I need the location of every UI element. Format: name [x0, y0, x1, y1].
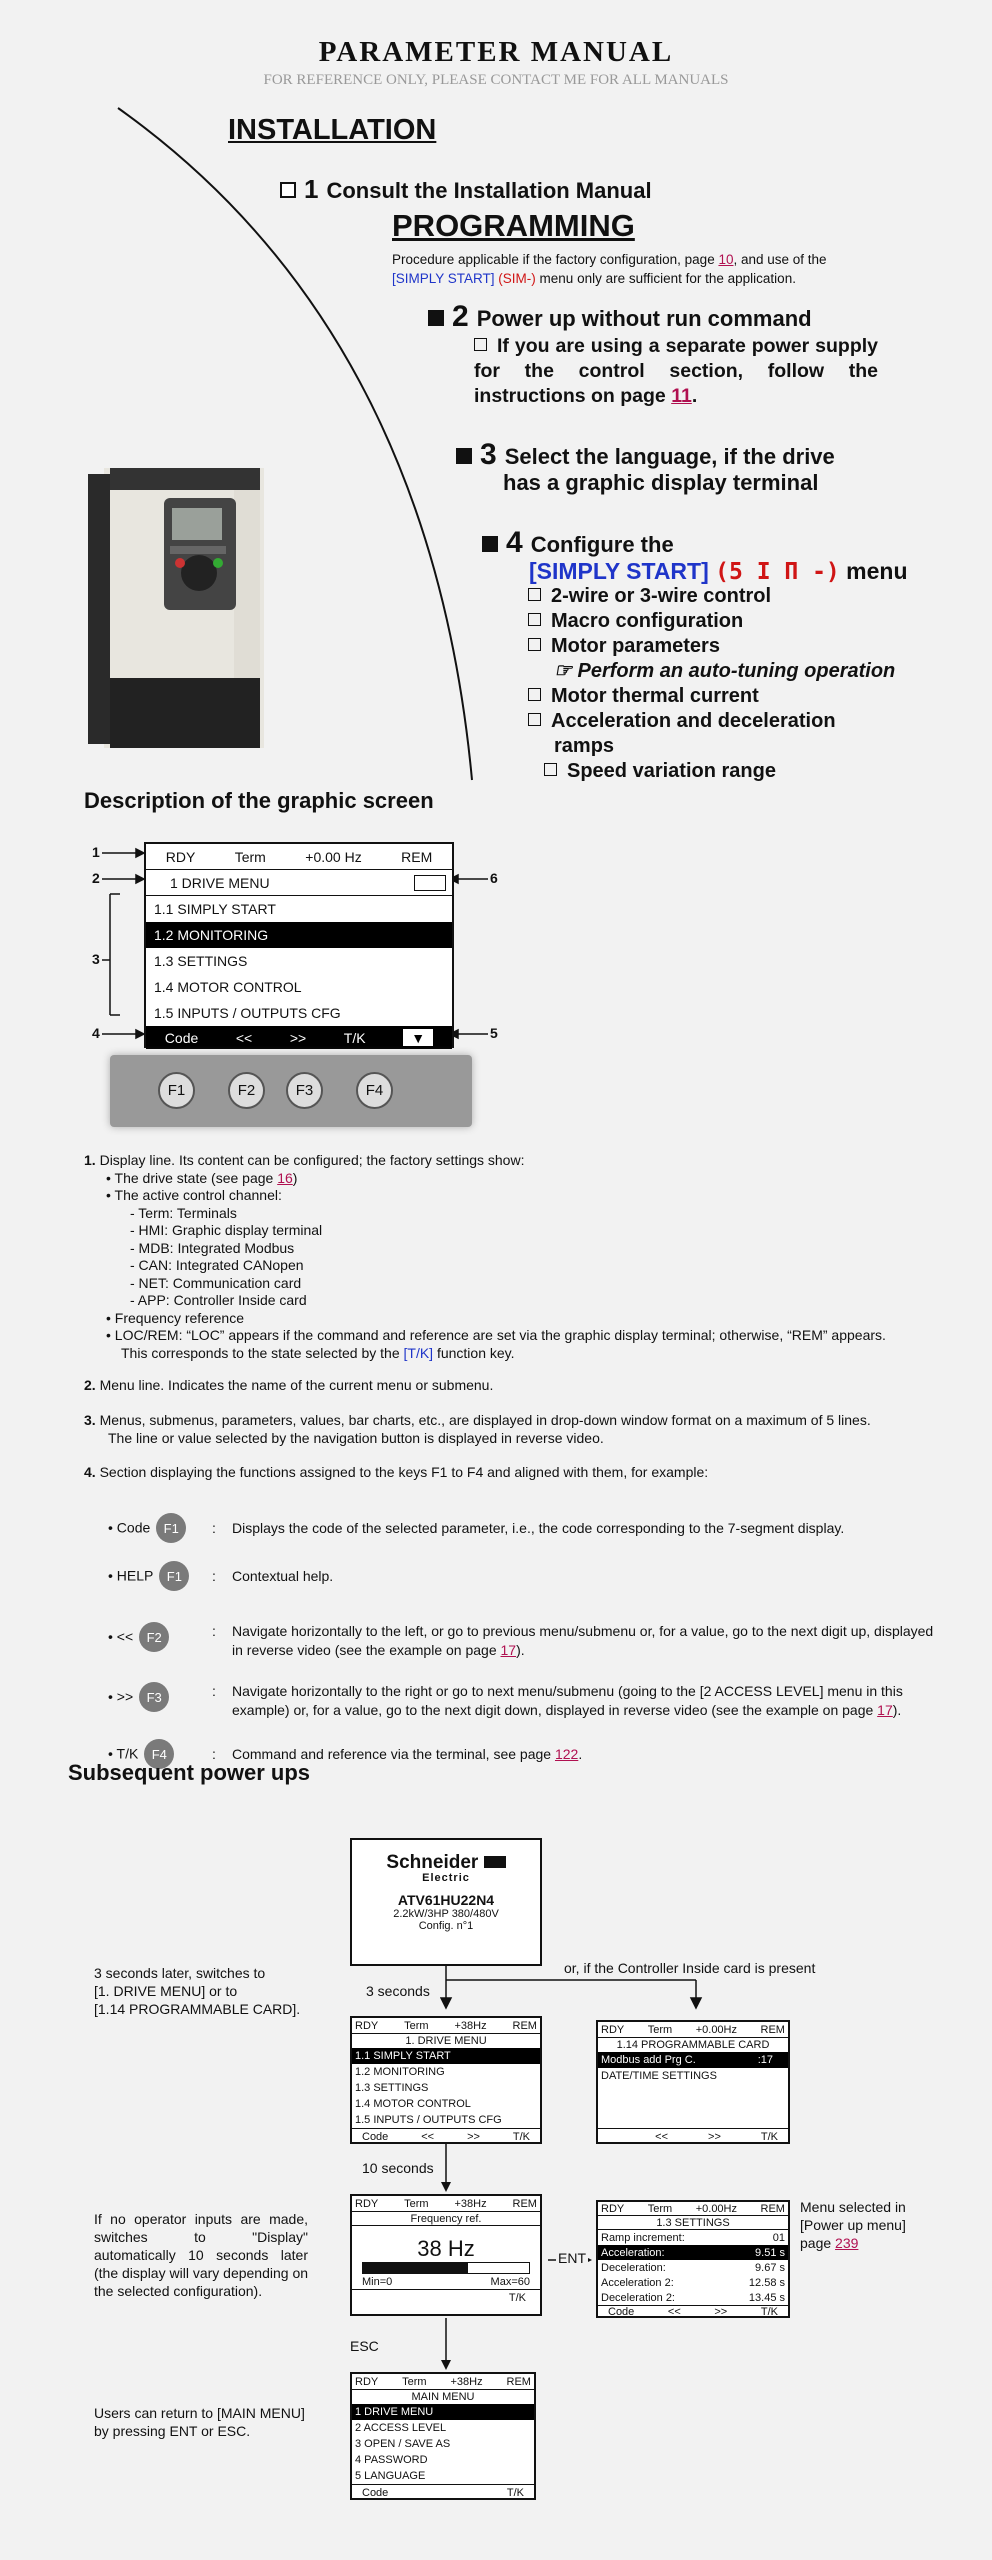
menu-item-selected[interactable]: Modbus add Prg C. :17 — [598, 2052, 788, 2068]
graphic-display-screen — [144, 842, 454, 1048]
label-ent: ENT — [558, 2250, 586, 2266]
note-3: 3. Menus, submenus, parameters, values, bar charts, etc., are displayed in drop-down window format on a maximum of 5 lines. The line or value selected by the navigation button is displayed in reverse video. — [84, 1412, 871, 1446]
drive-product-image — [84, 458, 278, 758]
programming-procedure: Procedure applicable if the factory configuration, page 10, and use of the [SIMPLY START] (SIM-) menu only are sufficient for the application. — [392, 252, 827, 286]
fn-row-left: • << F2 : Navigate horizontally to the left, or go to previous menu/submenu or, for a value, go to the next digit up, displayed in reverse video (see the example on page 17). — [108, 1623, 934, 1658]
checkbox-icon — [280, 182, 296, 198]
menu-item-selected[interactable]: 1.1 SIMPLY START — [352, 2048, 540, 2064]
menu-item[interactable]: 1.1 SIMPLY START — [154, 901, 276, 917]
f1-key-icon: F1 — [159, 1561, 189, 1591]
callout-5: 5 — [490, 1025, 498, 1041]
f2-key-icon: F2 — [139, 1622, 169, 1652]
page-link[interactable]: 239 — [835, 2235, 859, 2251]
graphic-screen-title: Description of the graphic screen — [84, 788, 434, 813]
f1-key-icon: F1 — [156, 1513, 186, 1543]
f3-key-icon: F3 — [139, 1682, 169, 1712]
frequency-display-screen: RDY Term +38Hz REM Frequency ref. 38 Hz Min=0 Max=60 T/K — [350, 2194, 542, 2316]
label-esc: ESC — [350, 2338, 379, 2354]
programmable-card-screen: RDY Term +0.00Hz REM 1.14 PROGRAMMABLE CARD Modbus add Prg C. :17 DATE/TIME SETTINGS << >> T/K — [596, 2020, 790, 2144]
f4-key[interactable]: F4 — [356, 1072, 393, 1109]
pointing-hand-icon: ☞ — [554, 660, 578, 682]
display-menu-line: 1 DRIVE MENU — [146, 870, 452, 896]
step-1: 1 Consult the Installation Manual — [280, 174, 652, 205]
f2-key[interactable]: F2 — [228, 1072, 265, 1109]
fn-row-code: • Code F1 : Displays the code of the selected parameter, i.e., the code corresponding to the 7-segment display. — [108, 1506, 938, 1550]
callout-4: 4 — [92, 1025, 100, 1041]
subsequent-title: Subsequent power ups — [68, 1760, 311, 1785]
filled-square-icon — [456, 448, 472, 464]
page-link[interactable]: 122 — [554, 1745, 579, 1762]
menu-item[interactable]: 1.4 MOTOR CONTROL — [154, 979, 302, 995]
menu-item[interactable]: 1.5 INPUTS / OUTPUTS CFG — [355, 2114, 502, 2126]
step-3-line2: has a graphic display terminal — [503, 470, 819, 495]
splash-screen: Schneider Electric ATV61HU22N4 2.2kW/3HP 380/480V Config. n°1 — [350, 1838, 542, 1966]
page-link[interactable]: 17 — [877, 1702, 893, 1718]
checkbox-icon — [474, 338, 487, 351]
page-link[interactable]: 17 — [500, 1642, 517, 1658]
step-4: 4 Configure the — [482, 526, 674, 560]
callout-1: 1 — [92, 844, 100, 860]
callout-6: 6 — [490, 870, 498, 886]
page-subtitle: FOR REFERENCE ONLY, PLEASE CONTACT ME FOR ALL MANUALS — [263, 72, 729, 88]
brand-logo: Schneider — [352, 1852, 540, 1874]
label-10-seconds: 10 seconds — [362, 2160, 434, 2176]
frequency-value: 38 Hz — [417, 2236, 475, 2261]
drive-menu-screen: RDY Term +38Hz REM 1. DRIVE MENU 1.1 SIMPLY START 1.2 MONITORING 1.3 SETTINGS 1.4 MOTOR CONTROL 1.5 INPUTS / OUTPUTS CFG Code << >> T/K — [350, 2016, 542, 2144]
note-4: 4. Section displaying the functions assigned to the keys F1 to F4 and aligned with them, for example: — [84, 1464, 709, 1480]
f3-key[interactable]: F3 — [286, 1072, 323, 1109]
note-main-menu: Users can return to [MAIN MENU] by pressing ENT or ESC. — [94, 2405, 305, 2439]
setting-row[interactable]: Acceleration 2: 12.58 s — [601, 2276, 785, 2289]
note-10-seconds: If no operator inputs are made, switches to "Display" automatically 10 seconds later (the display will vary depending on the selected configuration). — [94, 2211, 309, 2299]
page-link[interactable]: 16 — [277, 1169, 293, 1186]
setting-row[interactable]: Deceleration: 9.67 s — [601, 2261, 785, 2274]
step-3: 3 Select the language, if the drive — [456, 438, 835, 472]
note-power-up-menu: Menu selected in [Power up menu] page 239 — [800, 2199, 906, 2251]
menu-item[interactable]: 1.5 INPUTS / OUTPUTS CFG — [154, 1005, 341, 1021]
menu-item[interactable]: 5 LANGUAGE — [355, 2470, 426, 2482]
function-key-line: Code << >> T/K ▼ — [146, 1026, 452, 1049]
menu-item[interactable]: 3 OPEN / SAVE AS — [355, 2438, 451, 2450]
function-keys-panel — [110, 1055, 472, 1127]
step-2: 2 Power up without run command — [428, 300, 812, 334]
filled-square-icon — [482, 536, 498, 552]
f4-key-icon: F4 — [144, 1739, 174, 1769]
programming-title: PROGRAMMING — [392, 208, 635, 243]
menu-item[interactable]: 1.4 MOTOR CONTROL — [355, 2098, 471, 2110]
status-box-icon — [414, 875, 446, 891]
flow-arrow-10s — [440, 2144, 454, 2196]
menu-item[interactable]: 1.2 MONITORING — [355, 2066, 445, 2078]
setting-row[interactable]: Deceleration 2: 13.45 s — [601, 2291, 785, 2304]
page-link[interactable]: 11 — [671, 385, 692, 407]
installation-title: INSTALLATION — [228, 114, 437, 146]
menu-item[interactable]: 4 PASSWORD — [355, 2454, 428, 2466]
step-4-list: 2-wire or 3-wire control Macro configuration Motor parameters ☞ Perform an auto-tuning operation Motor thermal current Acceleration and deceleration ramps Speed variation range — [528, 584, 895, 784]
frequency-bar — [362, 2262, 530, 2274]
callout-3: 3 — [92, 951, 100, 967]
note-3-seconds: 3 seconds later, switches to [1. DRIVE MENU] or to [1.14 PROGRAMMABLE CARD]. — [94, 1965, 301, 2017]
menu-item[interactable]: 2 ACCESS LEVEL — [355, 2422, 447, 2434]
note-1: 1. Display line. Its content can be configured; the factory settings show: • The drive state (see page 16) • The active control channel: - Term: Terminals - HMI: Graphic display terminal - MDB: Integrated Modbus - CAN: Integrated CANopen - NET: Communication card - APP: Controller Inside card • Frequency reference • LOC/REM: “LOC” appears if the command and reference are set via the graphic display terminal; otherwise, “REM” appears. This corresponds to the state selected by the [T/K] function key. — [84, 1152, 886, 1361]
fn-row-tk: • T/K F4 : Command and reference via the terminal, see page 122. — [108, 1732, 938, 1776]
menu-item-selected[interactable]: 1.2 MONITORING — [146, 922, 452, 948]
f1-key[interactable]: F1 — [158, 1072, 195, 1109]
scroll-down-icon: ▼ — [403, 1029, 433, 1046]
page-title: PARAMETER MANUAL — [318, 36, 674, 68]
menu-item[interactable]: 1.3 SETTINGS — [355, 2082, 429, 2094]
settings-screen: RDY Term +0.00Hz REM 1.3 SETTINGS Ramp increment: 01 Acceleration: 9.51 s Deceleration: 9.67 s Acceleration 2: 12.58 s Deceleration 2: 13.45 s Code << >> T/K — [596, 2200, 790, 2318]
function-key-table — [108, 1506, 938, 1776]
fn-row-help: • HELP F1 : Contextual help. — [108, 1554, 938, 1598]
step-4-line2: [SIMPLY START] (5 I П -) menu — [529, 558, 908, 585]
menu-item[interactable]: 1.3 SETTINGS — [154, 953, 248, 969]
fn-row-right: • >> F3 : Navigate horizontally to the right or go to next menu/submenu (going to the [2 ACCESS LEVEL] menu in this example) or, for a value, go to the next digit down, displayed in reverse video (see the example on page 17). — [108, 1683, 903, 1718]
menu-item[interactable]: DATE/TIME SETTINGS — [601, 2070, 717, 2082]
callout-2: 2 — [92, 870, 100, 886]
main-menu-screen: RDY Term +38Hz REM MAIN MENU 1 DRIVE MENU 2 ACCESS LEVEL 3 OPEN / SAVE AS 4 PASSWORD 5 LANGUAGE Code T/K — [350, 2372, 536, 2500]
filled-square-icon — [428, 310, 444, 326]
note-2: 2. Menu line. Indicates the name of the current menu or submenu. — [84, 1377, 494, 1393]
flow-arrow-esc — [440, 2318, 454, 2376]
step-2-note: If you are using a separate power supply for the control section, follow the instructions on page 11. — [474, 335, 878, 407]
label-3-seconds: 3 seconds — [366, 1983, 430, 1999]
label-or: or, if the Controller Inside card is present — [564, 1960, 816, 1976]
display-status-line: RDY Term +0.00 Hz REM — [146, 844, 452, 870]
setting-row[interactable]: Ramp increment: 01 — [601, 2231, 785, 2244]
page-link[interactable]: 10 — [718, 252, 734, 267]
setting-row-selected[interactable]: Acceleration: 9.51 s — [598, 2245, 788, 2260]
menu-item-selected[interactable]: 1 DRIVE MENU — [352, 2404, 534, 2420]
